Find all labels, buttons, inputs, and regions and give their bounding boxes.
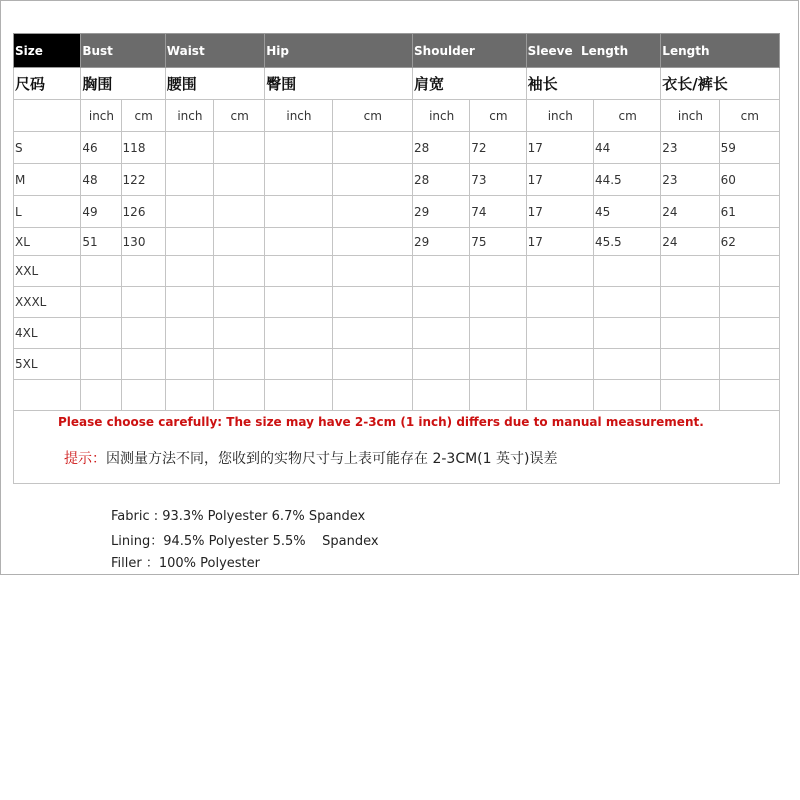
measure-cell-sleeve-in xyxy=(526,287,593,318)
unit-inch: inch xyxy=(661,100,719,132)
measure-cell-waist-cm xyxy=(214,318,265,349)
table-row xyxy=(14,380,780,411)
measure-cell-bust-in xyxy=(81,380,121,411)
header-cn-length: 衣长/裤长 xyxy=(661,68,780,100)
unit-inch: inch xyxy=(413,100,470,132)
table-row xyxy=(14,132,780,164)
notice-cn-text: 因测量方法不同，您收到的实物尺寸与上表可能存在 2-3CM(1 英寸)误差 xyxy=(106,451,558,467)
header-length: Length xyxy=(661,34,780,68)
table-row xyxy=(14,318,780,349)
header-cn-bust: 胸围 xyxy=(81,68,165,100)
measure-cell-sleeve-cm: 44.5 xyxy=(593,164,660,196)
lining-line: Lining：94.5% Polyester 5.5% Spandex xyxy=(111,534,379,549)
header-bust: Bust xyxy=(81,34,165,68)
measure-cell-waist-in xyxy=(165,228,213,256)
measure-cell-shoulder-in: 29 xyxy=(413,228,470,256)
notice-cn-label: 提示： xyxy=(64,451,106,467)
measure-cell-waist-cm xyxy=(214,349,265,380)
unit-inch: inch xyxy=(81,100,121,132)
measure-cell-bust-cm xyxy=(121,318,165,349)
measure-cell-waist-in xyxy=(165,164,213,196)
measure-cell-shoulder-cm xyxy=(470,380,526,411)
measure-cell-bust-cm xyxy=(121,256,165,287)
measure-cell-shoulder-cm xyxy=(470,318,526,349)
measure-cell-sleeve-cm xyxy=(593,287,660,318)
measure-cell-waist-cm xyxy=(214,164,265,196)
measure-cell-sleeve-in xyxy=(526,349,593,380)
unit-cm: cm xyxy=(593,100,660,132)
unit-cm: cm xyxy=(719,100,779,132)
measure-cell-shoulder-cm: 74 xyxy=(470,196,526,228)
measure-cell-shoulder-in xyxy=(413,380,470,411)
measure-cell-shoulder-in xyxy=(413,318,470,349)
size-label-cell xyxy=(14,380,81,411)
unit-blank xyxy=(14,100,81,132)
measure-cell-length-cm xyxy=(719,380,779,411)
measure-cell-sleeve-in xyxy=(526,380,593,411)
measure-cell-shoulder-cm xyxy=(470,287,526,318)
measure-cell-shoulder-in xyxy=(413,256,470,287)
measure-cell-length-in: 24 xyxy=(661,228,719,256)
measure-cell-length-cm: 59 xyxy=(719,132,779,164)
measure-cell-bust-in xyxy=(81,349,121,380)
table-row xyxy=(14,228,780,256)
header-size: Size xyxy=(14,34,81,68)
measure-cell-bust-in: 48 xyxy=(81,164,121,196)
notice-chinese xyxy=(64,448,557,468)
measure-cell-waist-in xyxy=(165,318,213,349)
measure-cell-sleeve-in: 17 xyxy=(526,132,593,164)
measure-cell-shoulder-cm: 75 xyxy=(470,228,526,256)
measure-cell-length-cm xyxy=(719,287,779,318)
measure-cell-waist-cm xyxy=(214,287,265,318)
header-row-cn xyxy=(14,68,780,100)
measure-cell-shoulder-in: 28 xyxy=(413,132,470,164)
measure-cell-bust-cm xyxy=(121,380,165,411)
measure-cell-length-cm: 62 xyxy=(719,228,779,256)
measure-cell-shoulder-cm xyxy=(470,256,526,287)
unit-row xyxy=(14,100,780,132)
header-hip: Hip xyxy=(265,34,413,68)
measure-cell-shoulder-cm: 72 xyxy=(470,132,526,164)
measure-cell-length-cm: 60 xyxy=(719,164,779,196)
header-row-en xyxy=(14,34,780,68)
measure-cell-sleeve-cm xyxy=(593,318,660,349)
size-label-cell: XXXL xyxy=(14,287,81,318)
measure-cell-bust-cm: 126 xyxy=(121,196,165,228)
measure-cell-hip-cm xyxy=(332,132,412,164)
table-row xyxy=(14,196,780,228)
measure-cell-waist-cm xyxy=(214,228,265,256)
measure-cell-shoulder-cm: 73 xyxy=(470,164,526,196)
measure-cell-length-cm xyxy=(719,318,779,349)
measure-cell-length-in xyxy=(661,349,719,380)
measure-cell-hip-in xyxy=(265,132,332,164)
measure-cell-hip-cm xyxy=(332,380,412,411)
measure-cell-sleeve-in: 17 xyxy=(526,196,593,228)
measure-cell-sleeve-cm xyxy=(593,349,660,380)
measure-cell-shoulder-in: 28 xyxy=(413,164,470,196)
measure-cell-bust-cm: 118 xyxy=(121,132,165,164)
measure-cell-waist-in xyxy=(165,380,213,411)
unit-cm: cm xyxy=(121,100,165,132)
measure-cell-length-in xyxy=(661,287,719,318)
measure-cell-sleeve-cm: 45 xyxy=(593,196,660,228)
measure-cell-waist-cm xyxy=(214,196,265,228)
measure-cell-sleeve-in: 17 xyxy=(526,164,593,196)
measure-cell-length-cm xyxy=(719,256,779,287)
measure-cell-bust-cm: 122 xyxy=(121,164,165,196)
header-shoulder: Shoulder xyxy=(413,34,527,68)
measure-cell-hip-in xyxy=(265,349,332,380)
measure-cell-length-in xyxy=(661,318,719,349)
measure-cell-sleeve-cm xyxy=(593,380,660,411)
header-cn-sleeve: 袖长 xyxy=(526,68,661,100)
table-row xyxy=(14,349,780,380)
header-cn-waist: 腰围 xyxy=(165,68,264,100)
measure-cell-length-in: 23 xyxy=(661,164,719,196)
measure-cell-bust-in xyxy=(81,318,121,349)
measure-cell-bust-in: 46 xyxy=(81,132,121,164)
measure-cell-sleeve-in xyxy=(526,256,593,287)
measure-cell-waist-in xyxy=(165,349,213,380)
unit-inch: inch xyxy=(265,100,332,132)
measure-cell-sleeve-cm: 44 xyxy=(593,132,660,164)
notice-box xyxy=(13,410,780,484)
measure-cell-waist-in xyxy=(165,132,213,164)
measure-cell-hip-in xyxy=(265,256,332,287)
measure-cell-hip-in xyxy=(265,196,332,228)
measure-cell-waist-cm xyxy=(214,132,265,164)
header-cn-shoulder: 肩宽 xyxy=(413,68,527,100)
measure-cell-bust-in: 49 xyxy=(81,196,121,228)
size-label-cell: XXL xyxy=(14,256,81,287)
measure-cell-waist-in xyxy=(165,196,213,228)
header-sleeve-length: Sleeve Length xyxy=(526,34,661,68)
measure-cell-hip-cm xyxy=(332,349,412,380)
header-waist: Waist xyxy=(165,34,264,68)
size-label-cell: M xyxy=(14,164,81,196)
unit-inch: inch xyxy=(165,100,213,132)
unit-cm: cm xyxy=(332,100,412,132)
header-cn-hip: 臀围 xyxy=(265,68,413,100)
measure-cell-bust-in xyxy=(81,256,121,287)
table-row xyxy=(14,287,780,318)
measure-cell-sleeve-in xyxy=(526,318,593,349)
measure-cell-hip-in xyxy=(265,287,332,318)
measure-cell-waist-in xyxy=(165,287,213,318)
measure-cell-length-in xyxy=(661,380,719,411)
measure-cell-hip-cm xyxy=(332,196,412,228)
measure-cell-shoulder-in: 29 xyxy=(413,196,470,228)
size-label-cell: L xyxy=(14,196,81,228)
measure-cell-hip-in xyxy=(265,164,332,196)
size-label-cell: 5XL xyxy=(14,349,81,380)
measure-cell-shoulder-in xyxy=(413,349,470,380)
measure-cell-hip-cm xyxy=(332,164,412,196)
measure-cell-length-in: 23 xyxy=(661,132,719,164)
table-row xyxy=(14,256,780,287)
measure-cell-hip-cm xyxy=(332,256,412,287)
measure-cell-sleeve-cm: 45.5 xyxy=(593,228,660,256)
measure-cell-length-in: 24 xyxy=(661,196,719,228)
measure-cell-waist-in xyxy=(165,256,213,287)
measure-cell-hip-cm xyxy=(332,287,412,318)
measure-cell-shoulder-in xyxy=(413,287,470,318)
header-cn-size: 尺码 xyxy=(14,68,81,100)
measure-cell-shoulder-cm xyxy=(470,349,526,380)
size-label-cell: XL xyxy=(14,228,81,256)
unit-cm: cm xyxy=(470,100,526,132)
measure-cell-sleeve-cm xyxy=(593,256,660,287)
measure-cell-bust-in: 51 xyxy=(81,228,121,256)
measure-cell-hip-in xyxy=(265,380,332,411)
measure-cell-length-in xyxy=(661,256,719,287)
measure-cell-length-cm: 61 xyxy=(719,196,779,228)
unit-cm: cm xyxy=(214,100,265,132)
table-row xyxy=(14,164,780,196)
measure-cell-hip-cm xyxy=(332,318,412,349)
measure-cell-hip-in xyxy=(265,318,332,349)
size-table xyxy=(13,33,780,411)
measure-cell-bust-in xyxy=(81,287,121,318)
size-label-cell: S xyxy=(14,132,81,164)
measure-cell-hip-cm xyxy=(332,228,412,256)
notice-english: Please choose carefully: The size may have 2-3cm (1 inch) differs due to manual measurement. xyxy=(58,415,704,429)
measure-cell-bust-cm xyxy=(121,287,165,318)
measure-cell-waist-cm xyxy=(214,256,265,287)
unit-inch: inch xyxy=(526,100,593,132)
size-label-cell: 4XL xyxy=(14,318,81,349)
measure-cell-sleeve-in: 17 xyxy=(526,228,593,256)
measure-cell-waist-cm xyxy=(214,380,265,411)
measure-cell-bust-cm xyxy=(121,349,165,380)
filler-line: Filler ：100% Polyester xyxy=(111,556,260,571)
measure-cell-bust-cm: 130 xyxy=(121,228,165,256)
measure-cell-length-cm xyxy=(719,349,779,380)
measure-cell-hip-in xyxy=(265,228,332,256)
fabric-line: Fabric : 93.3% Polyester 6.7% Spandex xyxy=(111,509,366,524)
